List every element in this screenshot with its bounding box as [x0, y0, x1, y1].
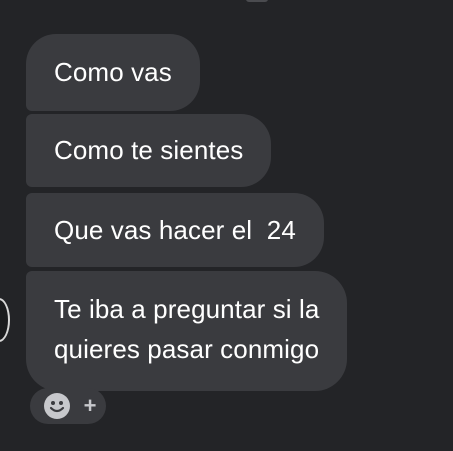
message-bubble[interactable]	[26, 193, 324, 267]
message-text: Que vas hacer el 24	[54, 215, 296, 245]
message-text-line: Te iba a preguntar si la	[54, 294, 320, 324]
message-text: Como te sientes	[54, 135, 244, 165]
smiley-icon	[43, 392, 71, 420]
sender-avatar[interactable]	[0, 298, 10, 342]
message-text-line: quieres pasar conmigo	[54, 334, 320, 364]
message-bubble[interactable]	[26, 34, 200, 111]
message-bubble[interactable]	[26, 114, 271, 187]
plus-icon: +	[83, 393, 97, 418]
add-reaction-button[interactable]	[30, 388, 106, 424]
message-bubble[interactable]	[26, 271, 347, 391]
top-scroll-indicator	[246, 0, 268, 2]
message-text: Como vas	[54, 57, 172, 87]
